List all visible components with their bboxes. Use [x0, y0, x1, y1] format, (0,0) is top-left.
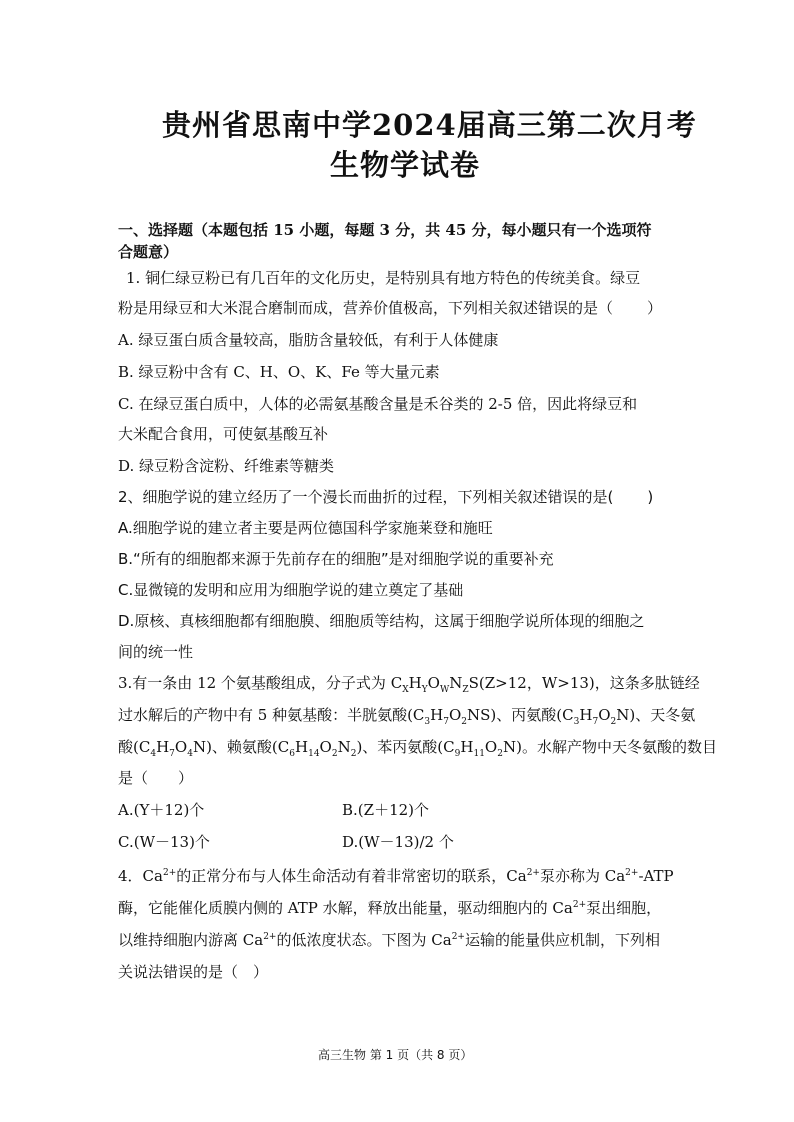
q3-subscript: 3	[573, 717, 580, 727]
q3-text: O	[427, 674, 440, 692]
q1-option-a: A. 绿豆蛋白质含量较高，脂肪含量较低，有利于人体健康	[118, 331, 499, 349]
q4-text: 泵亦称为 Ca	[539, 867, 626, 885]
q4-superscript: 2+	[526, 868, 540, 878]
q3-text: N	[337, 738, 351, 756]
q3-text: O	[448, 706, 462, 724]
q3-subscript: 7	[169, 749, 175, 759]
q1-option-c-line1: C. 在绿豆蛋白质中，人体的必需氨基酸含量是禾谷类的 2-5 倍，因此将绿豆和	[118, 395, 638, 413]
q3-text: O	[174, 738, 188, 756]
q3-subscript: Y	[421, 685, 428, 695]
q3-text: H	[408, 674, 422, 692]
q3-subscript: 2	[350, 749, 357, 759]
q4-superscript: 2+	[572, 900, 587, 910]
q4-text: 泵出细胞，	[586, 899, 662, 917]
q3-text: NS)、丙氨酸(C	[467, 706, 574, 724]
q1-stem-line2-text: 粉是用绿豆和大米混合磨制而成，营养价值极高，下列相关叙述错误的是（	[118, 299, 614, 317]
q2-option-c: C.显微镜的发明和应用为细胞学说的建立奠定了基础	[118, 581, 464, 599]
q1-stem-line2	[118, 298, 662, 318]
q3-text: N)。水解产物中天冬氨酸的数目	[502, 738, 717, 756]
q4-stem-line2	[118, 898, 661, 918]
q4-text: -ATP	[638, 867, 674, 885]
q3-subscript: 7	[443, 717, 449, 727]
q4-text: 运输的能量供应机制，下列相	[464, 931, 660, 949]
q3-subscript: 2	[610, 717, 617, 727]
q2-stem-text: 2、细胞学说的建立经历了一个漫长而曲折的过程，下列相关叙述错误的是(	[118, 488, 614, 506]
q3-subscript: 2	[331, 749, 338, 759]
q1-option-c-line2: 大米配合食用，可使氨基酸互补	[118, 425, 329, 443]
exam-subtitle: 生物学试卷	[330, 148, 481, 182]
q3-text: H	[156, 738, 170, 756]
q3-text: O	[598, 706, 611, 724]
exam-title: 贵州省思南中学2024届高三第二次月考	[162, 108, 697, 142]
q4-stem-line3	[118, 930, 660, 950]
q3-option-d: D.(W－13)/2 个	[342, 833, 454, 851]
q3-text: S(Z>12，W>13)，这条多肽链经	[468, 674, 700, 692]
q3-subscript: 9	[454, 749, 461, 759]
q3-text: 酸(C	[118, 738, 151, 756]
q1-stem-line1: 1. 铜仁绿豆粉已有几百年的文化历史，是特别具有地方特色的传统美食。绿豆	[126, 269, 641, 287]
q4-superscript: 2+	[625, 868, 639, 878]
q3-option-b: B.(Z＋12)个	[342, 801, 430, 819]
q1-close-paren: ）	[647, 299, 663, 317]
q4-superscript: 2+	[263, 932, 277, 942]
q3-subscript: X	[402, 685, 409, 695]
q4-text: 的正常分布与人体生命活动有着非常密切的联系，Ca	[176, 867, 527, 885]
q3-text: H	[295, 738, 309, 756]
q2-option-d-line2: 间的统一性	[118, 643, 194, 661]
q3-stem-line4: 是（ ）	[118, 769, 194, 787]
q3-text: H	[460, 738, 474, 756]
q3-subscript: 7	[592, 717, 599, 727]
q4-superscript: 2+	[162, 868, 177, 878]
q3-text: H	[430, 706, 444, 724]
page-footer: 高三生物 第 1 页（共 8 页）	[318, 1048, 473, 1062]
q3-text: 过水解后的产物中有 5 种氨基酸：半胱氨酸(C	[118, 706, 425, 724]
q3-subscript: 2	[461, 717, 468, 727]
q3-text: O	[319, 738, 332, 756]
section-heading-line1: 一、选择题（本题包括 15 小题，每题 3 分，共 45 分，每小题只有一个选项符	[118, 221, 652, 239]
q3-subscript: 14	[308, 749, 320, 759]
q2-option-b: B.“所有的细胞都来源于先前存在的细胞”是对细胞学说的重要补充	[118, 550, 554, 568]
q3-subscript: 3	[424, 717, 431, 727]
section-heading-line2: 合题意）	[118, 243, 179, 261]
q1-option-d: D. 绿豆粉含淀粉、纤维素等糖类	[118, 457, 335, 475]
q3-stem-line3	[118, 737, 717, 757]
q3-text: )、苯丙氨酸(C	[356, 738, 455, 756]
q4-stem-line4: 关说法错误的是（ ）	[118, 963, 269, 981]
q3-subscript: W	[439, 685, 450, 695]
q3-text: N	[449, 674, 463, 692]
q3-subscript: 4	[150, 749, 157, 759]
q3-subscript: 4	[187, 749, 193, 759]
q3-text: O	[484, 738, 498, 756]
q3-stem-line2	[118, 705, 695, 725]
q3-subscript: Z	[462, 685, 469, 695]
q1-option-b: B. 绿豆粉中含有 C、H、O、K、Fe 等大量元素	[118, 363, 440, 381]
q3-subscript: 11	[473, 749, 485, 759]
q3-option-c: C.(W－13)个	[118, 833, 210, 851]
q3-text: H	[579, 706, 593, 724]
q3-subscript: 2	[497, 749, 503, 759]
q2-option-a: A.细胞学说的建立者主要是两位德国科学家施莱登和施旺	[118, 519, 493, 537]
q4-text: 酶，它能催化质膜内侧的 ATP 水解，释放出能量，驱动细胞内的 Ca	[118, 899, 573, 917]
q3-option-a: A.(Y＋12)个	[118, 801, 205, 819]
q3-text: 3.有一条由 12 个氨基酸组成，分子式为 C	[118, 674, 403, 692]
q4-superscript: 2+	[451, 932, 465, 942]
q2-option-d-line1: D.原核、真核细胞都有细胞膜、细胞质等结构，这属于细胞学说所体现的细胞之	[118, 612, 645, 630]
q4-text: 以维持细胞内游离 Ca	[118, 931, 264, 949]
q2-stem	[118, 487, 653, 507]
q3-text: N)、天冬氨	[616, 706, 696, 724]
q4-text: 的低浓度状态。下图为 Ca	[276, 931, 452, 949]
q3-subscript: 6	[289, 749, 295, 759]
q3-text: N)、赖氨酸(C	[192, 738, 290, 756]
q4-text: 4．Ca	[118, 867, 163, 885]
q4-stem-line1	[118, 866, 674, 886]
q3-stem-line1	[118, 673, 700, 693]
q2-close-paren: )	[647, 488, 654, 506]
